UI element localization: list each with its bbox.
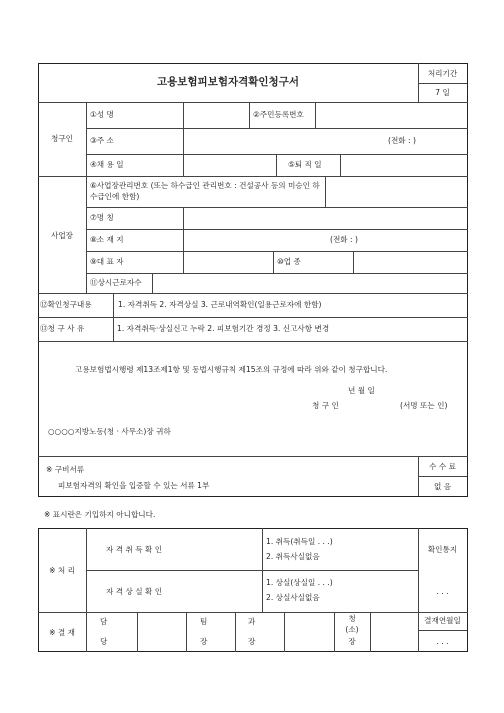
col-rrn-label — [249, 102, 250, 128]
declaration-recipient: ○○○○지방노동(청 · 사무소)장 귀하 — [48, 427, 171, 436]
claimant-name-label: ①성 명 — [90, 110, 114, 119]
office-row-mid — [86, 570, 418, 571]
office-vline-1 — [86, 528, 87, 652]
claimant-hire-date-field[interactable] — [184, 155, 275, 175]
loss-confirm-label: 자 격 상 실 확 인 — [106, 587, 163, 596]
approval-label: ※ 결 재 — [49, 628, 75, 637]
required-docs-label: ※ 구비서류 — [46, 465, 85, 474]
claimant-address-field[interactable] — [184, 129, 384, 153]
approval-dang: 당 — [100, 637, 108, 646]
office-processing-label: ※ 처 리 — [49, 566, 75, 575]
workplace-industry-field[interactable] — [354, 252, 466, 272]
declaration-text: 고용보험법시행령 제13조제1항 및 동법시행규칙 제15조의 규정에 따라 위와 같이 청구합니다. — [75, 365, 388, 374]
workplace-location-field[interactable] — [184, 230, 324, 250]
reason-options[interactable]: 1. 자격취득·상실신고 누락 2. 피보험기간 경정 3. 신고사항 변경 — [117, 324, 330, 333]
claimant-leave-date-field[interactable] — [341, 155, 466, 175]
acquisition-option-1[interactable]: 1. 취득(취득일 . . .) — [266, 537, 333, 546]
approval-tim: 팀 — [200, 617, 208, 626]
office-row-approval — [38, 612, 468, 613]
workplace-rep-label: ⑨대 표 자 — [90, 257, 124, 266]
claimant-leave-date-label: ⑤퇴 직 일 — [288, 160, 322, 169]
approval-vline-3 — [235, 612, 236, 652]
loss-option-1[interactable]: 1. 상실(상실일 . . .) — [266, 578, 333, 587]
col-leave-label — [276, 154, 277, 176]
row-line-9 — [38, 293, 468, 294]
approval-tim-jang: 장 — [200, 637, 208, 646]
approval-gwa-jang: 장 — [248, 637, 256, 646]
approval-cheong-jang: 장 — [348, 637, 356, 646]
office-border-bottom — [38, 651, 468, 652]
approval-so: (소) — [345, 625, 359, 634]
approval-vline-4 — [284, 612, 285, 652]
workplace-name-label: ⑦명 칭 — [90, 213, 114, 222]
workplace-rep-field[interactable] — [184, 252, 272, 272]
office-border-right — [467, 528, 468, 652]
workplace-location-label: ⑧소 재 지 — [90, 235, 124, 244]
loss-option-2[interactable]: 2. 상실사실없음 — [266, 593, 320, 602]
office-use-note: ※ 표시란은 기입하지 아니합니다. — [44, 510, 156, 519]
title-hline — [418, 83, 467, 84]
row-line-11 — [38, 341, 468, 342]
notice-date[interactable]: . . . — [436, 587, 449, 596]
fee-hline — [418, 476, 467, 477]
workplace-workers-label: ⑪상시근로자수 — [90, 278, 142, 287]
workplace-industry-label: ⑩업 종 — [277, 257, 301, 266]
declaration-signature[interactable]: (서명 또는 인) — [400, 401, 448, 410]
approval-gwa: 과 — [248, 617, 256, 626]
workplace-section-label: 사업장 — [50, 231, 73, 240]
claimant-section-vline — [86, 102, 87, 176]
office-vline-opts — [262, 528, 263, 612]
approval-date-hline — [418, 630, 467, 631]
row-line-10 — [38, 317, 468, 318]
claimant-section-label: 청구인 — [50, 134, 73, 143]
workplace-workers-field[interactable] — [153, 274, 466, 292]
form-title: 고용보험피보험자격확인청구서 — [156, 76, 299, 88]
approval-cheong: 청 — [348, 614, 356, 623]
request-options[interactable]: 1. 자격취득 2. 자격상실 3. 근로내역확인(일용근로자에 한함) — [118, 300, 322, 309]
claimant-hire-date-label: ④채 용 일 — [90, 160, 124, 169]
notice-label: 확인통지 — [427, 545, 458, 554]
office-border-top — [38, 528, 468, 529]
fee-value: 없 음 — [433, 482, 452, 491]
form-border-bottom — [38, 496, 468, 497]
approval-vline-1 — [137, 612, 138, 652]
approval-dam: 담 — [100, 617, 108, 626]
approval-vline-2 — [186, 612, 187, 652]
workplace-mgmt-no-label: ⑥사업장관리번호 (또는 하수급인 관리번호 : 건설공사 등의 미승인 하수급인에 한함) — [90, 181, 320, 201]
workplace-phone-label: (전화 : ) — [330, 235, 358, 244]
row-line-12 — [38, 456, 468, 457]
claimant-rrn-label: ②주민등록번호 — [253, 110, 304, 119]
acquisition-confirm-label: 자 격 취 득 확 인 — [106, 545, 163, 554]
workplace-name-field[interactable] — [184, 208, 466, 228]
approval-vline-6 — [370, 612, 371, 652]
declaration-date[interactable]: 년 월 일 — [348, 386, 375, 395]
workplace-mgmt-no-field[interactable] — [326, 177, 466, 206]
request-label: ⑫확인청구내용 — [40, 300, 92, 309]
declaration-claimant-label: 청 구 인 — [312, 401, 339, 410]
workplace-section-vline — [86, 176, 87, 293]
col-industry-label — [273, 251, 274, 273]
claimant-address-label: ③주 소 — [90, 136, 114, 145]
processing-period-value: 7 일 — [435, 88, 450, 97]
approval-date-value[interactable]: . . . — [436, 637, 449, 646]
approval-date-label: 결재연월일 — [424, 616, 461, 625]
form-border-top — [38, 63, 468, 64]
claimant-name-field[interactable] — [184, 103, 248, 127]
processing-period-label: 처리기간 — [427, 69, 458, 78]
acquisition-option-2[interactable]: 2. 취득사실없음 — [266, 552, 320, 561]
claimant-rrn-field[interactable] — [316, 103, 466, 127]
fee-label: 수 수 료 — [429, 462, 456, 471]
claimant-phone-label: (전화 : ) — [388, 136, 416, 145]
reason-label: ⑬청 구 사 유 — [40, 324, 85, 333]
form-border-left — [38, 63, 39, 497]
required-docs-item: 피보험자격의 확인을 입증할 수 있는 서류 1부 — [58, 481, 210, 490]
